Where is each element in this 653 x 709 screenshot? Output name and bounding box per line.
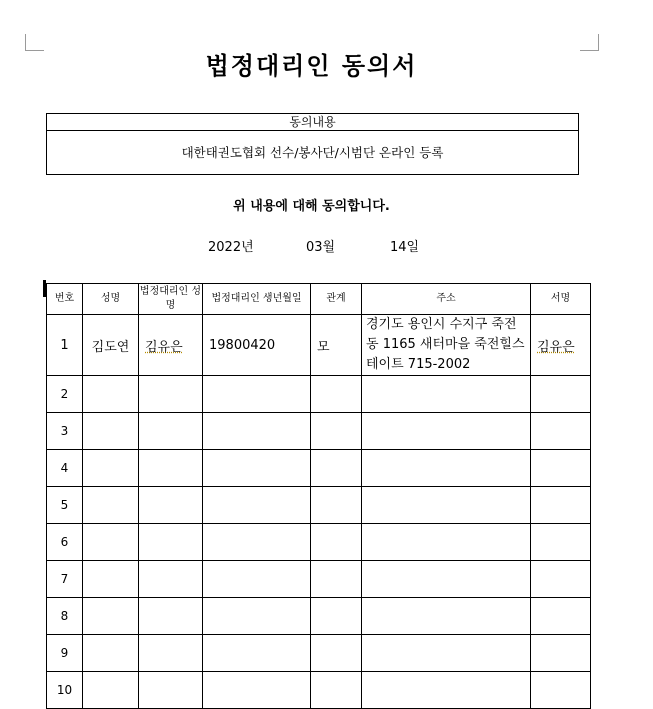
- signature-text: 김유은: [537, 339, 575, 355]
- cell-address[interactable]: [362, 413, 531, 450]
- cell-guardian-name[interactable]: [139, 524, 203, 561]
- cell-signature[interactable]: [531, 561, 591, 598]
- cell-name[interactable]: [83, 450, 139, 487]
- cell-guardian-name[interactable]: [139, 376, 203, 413]
- cell-address[interactable]: [362, 635, 531, 672]
- cell-number: 2: [47, 376, 83, 413]
- cell-guardian-name[interactable]: [139, 598, 203, 635]
- header-name: 성명: [83, 284, 139, 315]
- table-row: [47, 524, 591, 561]
- table-row: [47, 413, 591, 450]
- cell-guardian-birth[interactable]: [203, 598, 311, 635]
- cell-name[interactable]: [83, 524, 139, 561]
- cell-relation[interactable]: [311, 635, 362, 672]
- cell-name[interactable]: [83, 487, 139, 524]
- cell-number: 4: [47, 450, 83, 487]
- cell-guardian-name[interactable]: [139, 561, 203, 598]
- header-number: 번호: [47, 284, 83, 315]
- cell-name[interactable]: [83, 561, 139, 598]
- date-month: 03월: [306, 240, 336, 255]
- table-header-row: [47, 284, 591, 315]
- cell-address[interactable]: [362, 672, 531, 709]
- cell-guardian-birth[interactable]: [203, 635, 311, 672]
- cell-guardian-birth[interactable]: 19800420: [203, 315, 311, 376]
- cell-guardian-birth[interactable]: [203, 672, 311, 709]
- cell-address[interactable]: [362, 376, 531, 413]
- cell-guardian-birth[interactable]: [203, 450, 311, 487]
- cell-name[interactable]: [83, 376, 139, 413]
- table-row: [47, 487, 591, 524]
- cell-number: 7: [47, 561, 83, 598]
- table-row: [47, 672, 591, 709]
- cell-guardian-name[interactable]: [139, 413, 203, 450]
- cell-name[interactable]: [83, 413, 139, 450]
- cell-signature[interactable]: [531, 672, 591, 709]
- cell-guardian-name[interactable]: [139, 315, 203, 376]
- cell-number: 8: [47, 598, 83, 635]
- consent-box: [46, 113, 579, 175]
- cell-guardian-birth[interactable]: [203, 413, 311, 450]
- table-row: [47, 315, 591, 376]
- consent-box-content: 대한태권도협회 선수/봉사단/시범단 온라인 등록: [181, 145, 444, 160]
- cell-relation[interactable]: [311, 598, 362, 635]
- agreement-text: 위 내용에 대해 동의합니다.: [233, 199, 390, 214]
- cell-name[interactable]: [83, 598, 139, 635]
- cell-relation[interactable]: [311, 487, 362, 524]
- guardian-name-text: 김유은: [145, 339, 183, 355]
- cell-address[interactable]: [362, 598, 531, 635]
- cell-address[interactable]: [362, 487, 531, 524]
- cell-number: 3: [47, 413, 83, 450]
- cell-signature[interactable]: [531, 635, 591, 672]
- cell-guardian-name[interactable]: [139, 450, 203, 487]
- header-guardian-birth: 법정대리인 생년월일: [203, 284, 311, 315]
- cell-address[interactable]: [362, 561, 531, 598]
- header-signature: 서명: [531, 284, 591, 315]
- header-relation: 관계: [311, 284, 362, 315]
- cell-number: 10: [47, 672, 83, 709]
- cell-guardian-name[interactable]: [139, 487, 203, 524]
- cell-relation[interactable]: 모: [311, 315, 362, 376]
- cell-signature[interactable]: [531, 413, 591, 450]
- cell-guardian-birth[interactable]: [203, 376, 311, 413]
- cell-name[interactable]: 김도연: [83, 315, 139, 376]
- cell-relation[interactable]: [311, 413, 362, 450]
- cell-signature[interactable]: [531, 487, 591, 524]
- cell-relation[interactable]: [311, 376, 362, 413]
- cell-signature[interactable]: [531, 450, 591, 487]
- cell-signature[interactable]: [531, 598, 591, 635]
- cell-number: 6: [47, 524, 83, 561]
- table-row: [47, 450, 591, 487]
- header-guardian-name: 법정대리인 성명: [139, 284, 203, 315]
- cell-name[interactable]: [83, 635, 139, 672]
- consent-box-header: 동의내용: [47, 114, 578, 131]
- cell-name[interactable]: [83, 672, 139, 709]
- cell-address[interactable]: [362, 450, 531, 487]
- cell-guardian-birth[interactable]: [203, 524, 311, 561]
- cell-relation[interactable]: [311, 450, 362, 487]
- cell-number: 1: [47, 315, 83, 376]
- table-row: [47, 561, 591, 598]
- cell-number: 5: [47, 487, 83, 524]
- cell-guardian-name[interactable]: [139, 672, 203, 709]
- cell-guardian-birth[interactable]: [203, 487, 311, 524]
- cell-address[interactable]: [362, 524, 531, 561]
- table-row: [47, 598, 591, 635]
- document-title: 법정대리인 동의서: [205, 51, 418, 80]
- cell-relation[interactable]: [311, 672, 362, 709]
- cell-signature[interactable]: [531, 376, 591, 413]
- date-day: 14일: [390, 240, 420, 255]
- cell-number: 9: [47, 635, 83, 672]
- date-year: 2022년: [208, 240, 254, 255]
- cell-relation[interactable]: [311, 561, 362, 598]
- cell-address[interactable]: 경기도 용인시 수지구 죽전동 1165 새터마을 죽전힐스테이트 715-2002: [362, 315, 531, 376]
- cell-signature[interactable]: [531, 524, 591, 561]
- cell-guardian-name[interactable]: [139, 635, 203, 672]
- table-row: [47, 376, 591, 413]
- cell-guardian-birth[interactable]: [203, 561, 311, 598]
- cell-signature[interactable]: [531, 315, 591, 376]
- cell-relation[interactable]: [311, 524, 362, 561]
- header-address: 주소: [362, 284, 531, 315]
- table-row: [47, 635, 591, 672]
- consent-table: [46, 283, 591, 709]
